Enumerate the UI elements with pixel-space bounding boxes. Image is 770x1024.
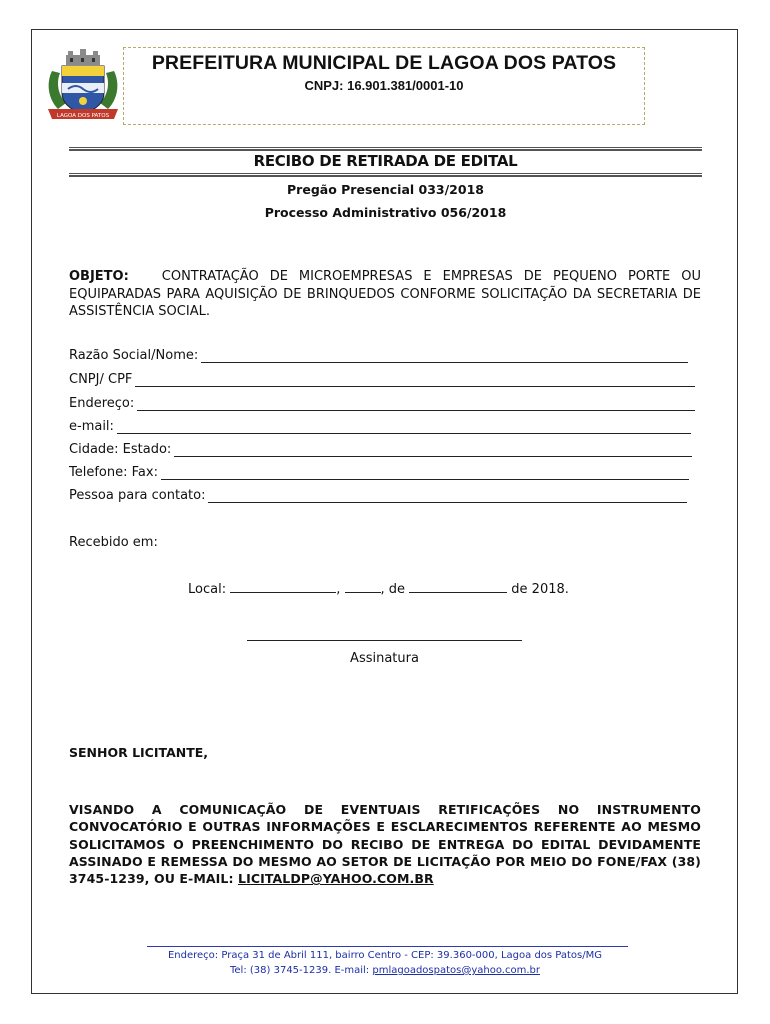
- endereco-line[interactable]: [137, 398, 695, 411]
- signature-line[interactable]: [247, 640, 522, 641]
- municipality-cnpj: CNPJ: 16.901.381/0001-10: [304, 78, 464, 93]
- endereco-label: Endereço:: [69, 396, 135, 411]
- razao-social-line[interactable]: [201, 350, 688, 363]
- local-date-line: [188, 581, 569, 597]
- footer-address: Endereço: Praça 31 de Abril 111, bairro Centro - CEP: 39.360-000, Lagoa dos Patos/MG: [167, 950, 603, 961]
- month-blank[interactable]: [409, 581, 507, 593]
- footer-email-link[interactable]: pmlagoadospatos@yahoo.com.br: [372, 965, 540, 976]
- local-blank[interactable]: [230, 581, 336, 593]
- footer-rule: [147, 946, 628, 947]
- cidade-estado-line[interactable]: [174, 444, 692, 457]
- recebido-em-label: Recebido em:: [69, 535, 158, 550]
- pessoa-contato-field[interactable]: [69, 488, 693, 503]
- email-field[interactable]: [69, 419, 697, 434]
- cnpj-cpf-field[interactable]: [69, 372, 701, 387]
- municipality-title: PREFEITURA MUNICIPAL DE LAGOA DOS PATOS: [151, 52, 617, 74]
- cnpj-cpf-line[interactable]: [135, 374, 695, 387]
- local-label: Local:: [188, 582, 227, 597]
- objeto-paragraph: [69, 268, 701, 321]
- pessoa-contato-line[interactable]: [208, 490, 687, 503]
- day-de: , de: [380, 582, 406, 597]
- coat-of-arms-logo: [44, 49, 122, 123]
- cidade-estado-field[interactable]: [69, 442, 698, 457]
- title-rule-top: [69, 147, 702, 151]
- pessoa-contato-label: Pessoa para contato:: [69, 488, 206, 503]
- telefone-fax-field[interactable]: [69, 465, 695, 480]
- endereco-field[interactable]: [69, 396, 701, 411]
- processo-reference: Processo Administrativo 056/2018: [264, 205, 507, 220]
- notice-paragraph: [69, 801, 701, 887]
- document-title: RECIBO DE RETIRADA DE EDITAL: [253, 152, 518, 170]
- telefone-fax-line[interactable]: [161, 467, 689, 480]
- notice-body: VISANDO A COMUNICAÇÃO DE EVENTUAIS RETIFICAÇÕES NO INSTRUMENTO CONVOCATÓRIO E OUTRAS INFORMAÇÕES E ESCLARECIMENTOS REFERENTE AO MESMO SOLICITAMOS O PREENCHIMENTO DO RECIBO DE ENTREGA DO EDITAL DEVIDAMENTE ASSINADO E REMESSA DO MESMO AO SETOR DE LICITAÇÃO POR MEIO DO FONE/FAX (38) 3745-1239, OU E-MAIL:: [69, 802, 701, 887]
- day-blank[interactable]: [345, 581, 381, 593]
- notice-email-link[interactable]: LICITALDP@YAHOO.COM.BR: [238, 871, 434, 887]
- cidade-estado-label: Cidade: Estado:: [69, 442, 172, 457]
- svg-text:LAGOA DOS PATOS: LAGOA DOS PATOS: [56, 113, 110, 119]
- cnpj-cpf-label: CNPJ/ CPF: [69, 372, 133, 387]
- email-label: e-mail:: [69, 419, 114, 434]
- footer-contact: [69, 965, 701, 976]
- assinatura-label: Assinatura: [350, 651, 419, 666]
- email-line[interactable]: [117, 421, 691, 434]
- pregao-reference: Pregão Presencial 033/2018: [287, 182, 484, 197]
- objeto-text: CONTRATAÇÃO DE MICROEMPRESAS E EMPRESAS DE PEQUENO PORTE OU EQUIPARADAS PARA AQUISIÇÃO DE BRINQUEDOS CONFORME SOLICITAÇÃO DA SECRETARIA DE ASSISTÊNCIA SOCIAL.: [69, 269, 701, 319]
- objeto-label: OBJETO:: [69, 269, 129, 284]
- footer-phone: Tel: (38) 3745-1239. E-mail:: [230, 965, 370, 976]
- local-comma: ,: [336, 582, 341, 597]
- razao-social-label: Razão Social/Nome:: [69, 348, 199, 363]
- title-rule-bottom: [69, 173, 702, 177]
- notice-greeting: SENHOR LICITANTE,: [69, 745, 209, 760]
- year-text: de 2018.: [511, 582, 569, 597]
- razao-social-field[interactable]: [69, 348, 694, 363]
- telefone-fax-label: Telefone: Fax:: [69, 465, 158, 480]
